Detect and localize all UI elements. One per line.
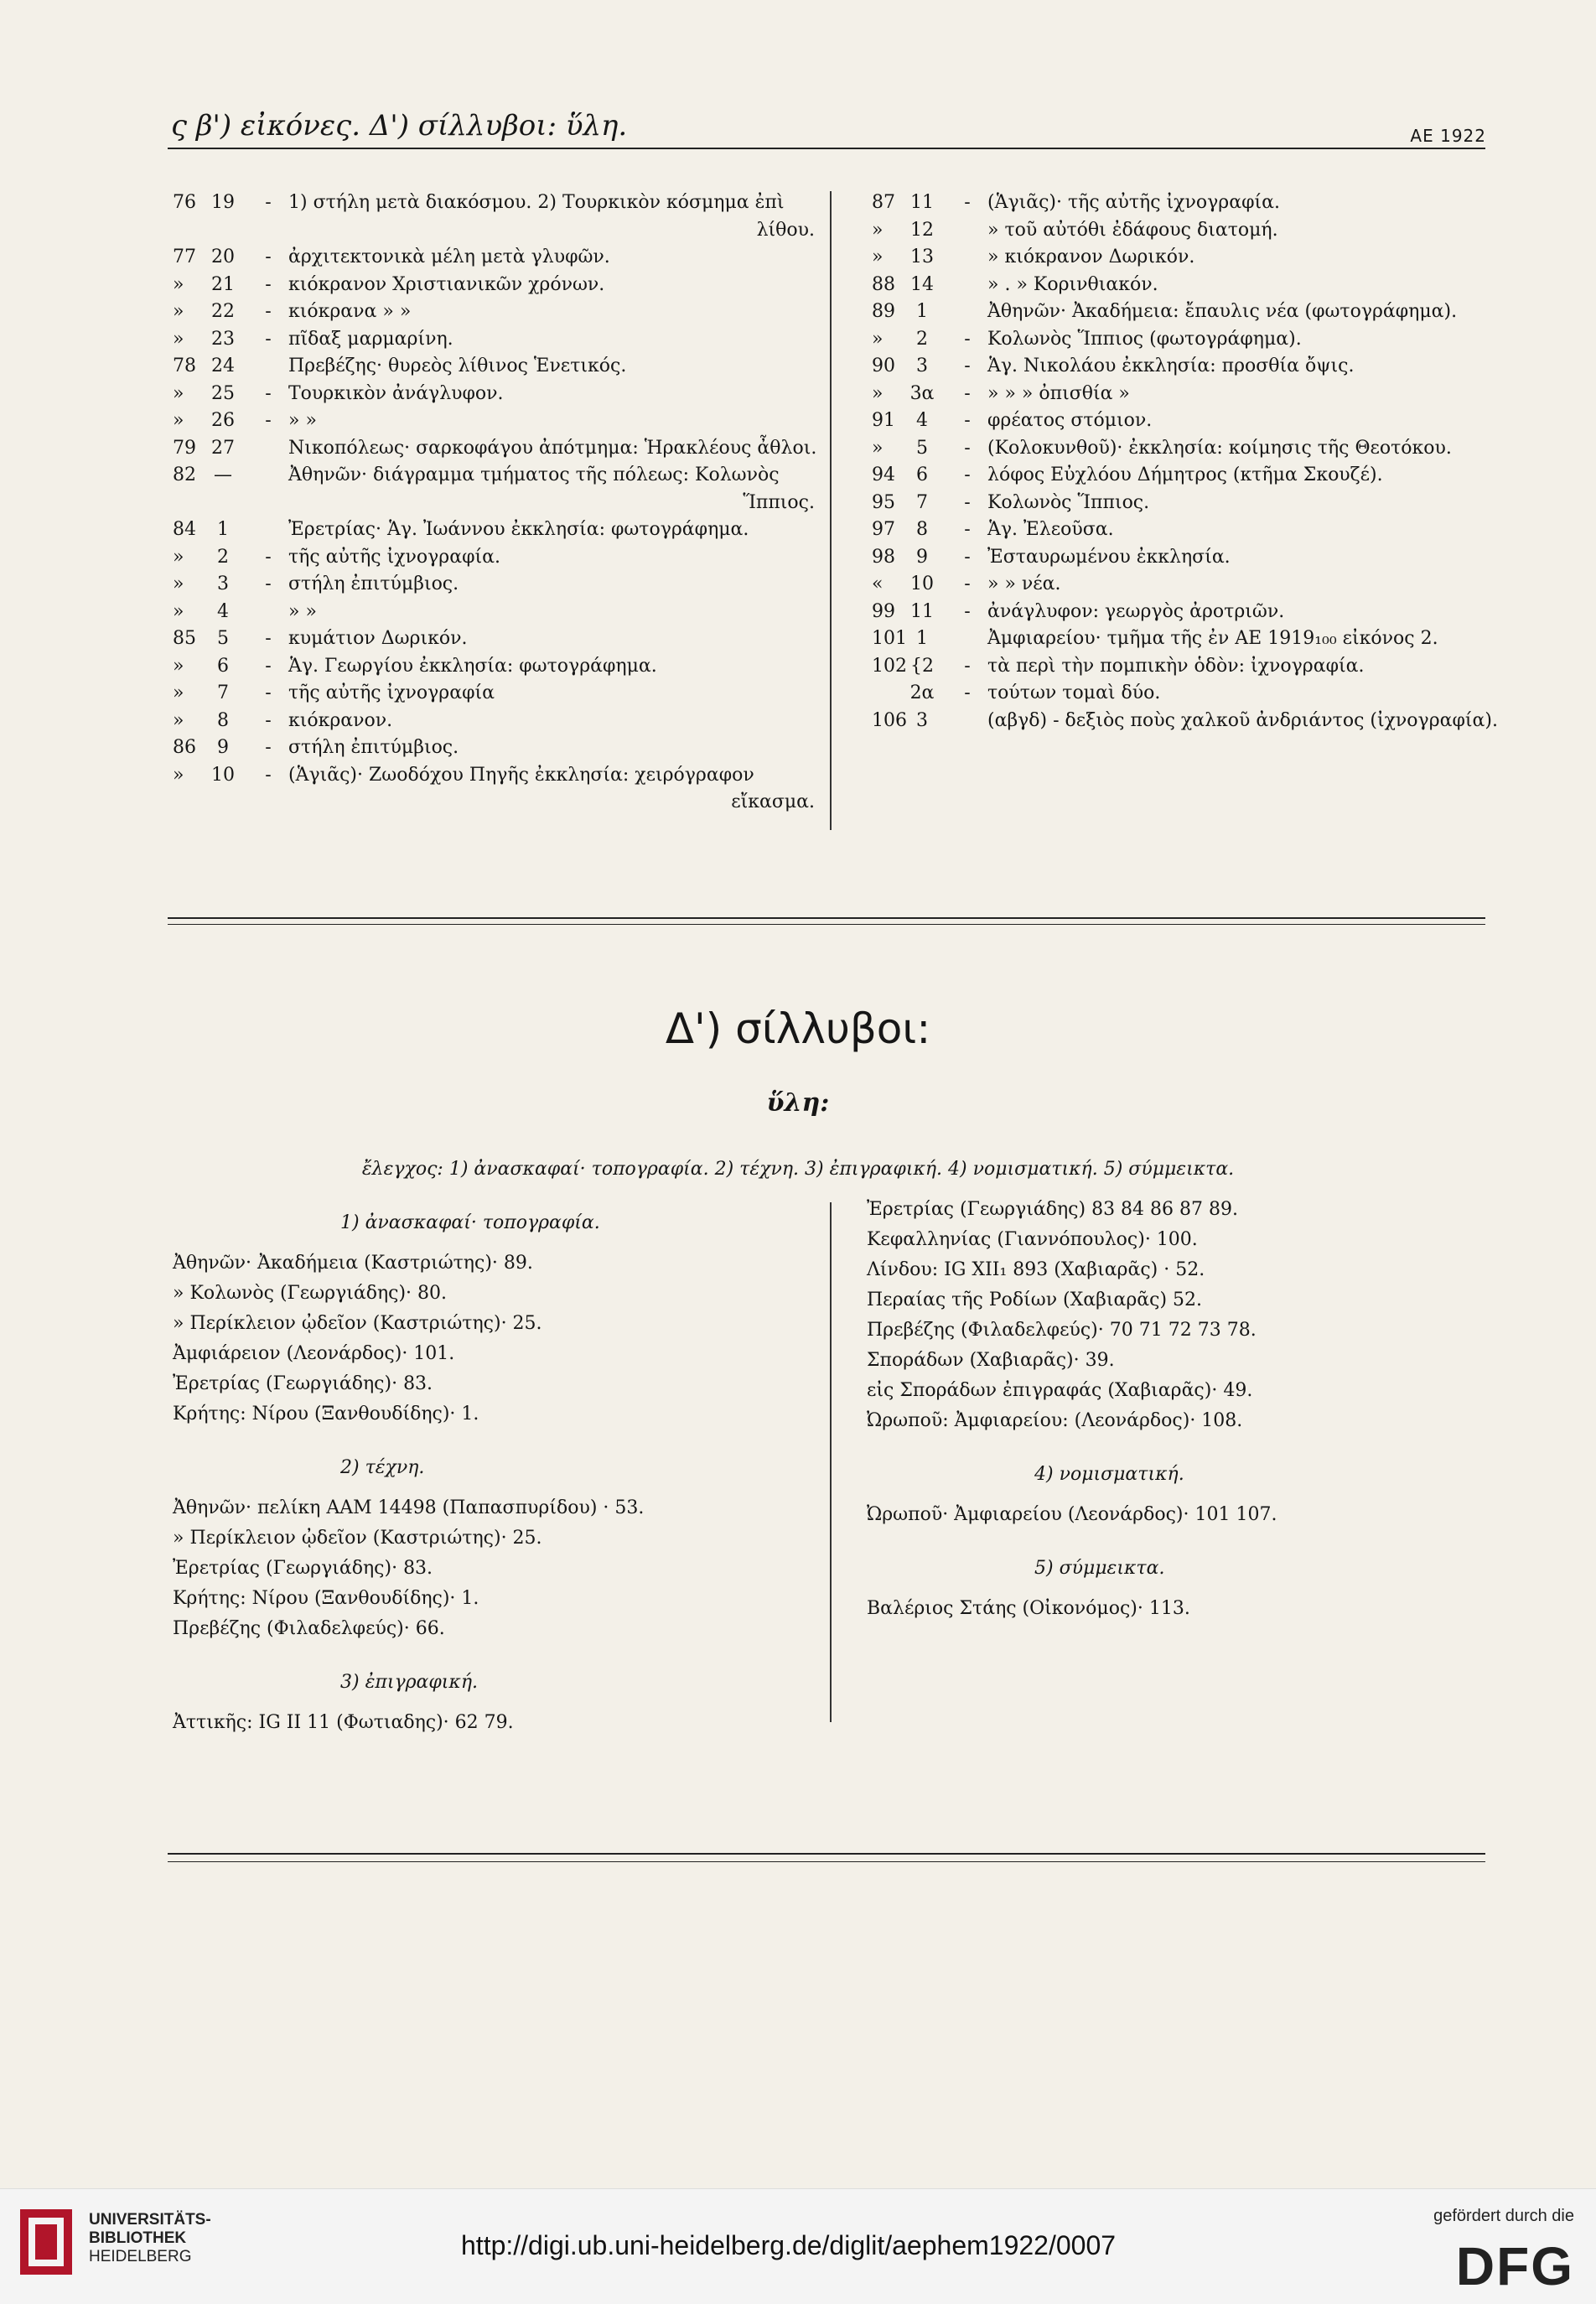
entry-dash: - <box>964 546 971 568</box>
entry-dash: - <box>265 301 272 322</box>
entry-dash: - <box>964 573 971 594</box>
index-entry <box>173 382 815 410</box>
entry-page: 95 <box>872 491 895 513</box>
index-entry <box>173 736 815 764</box>
entry-description: (Κολοκυνθοῦ)· ἐκκλησία: κοίμησις τῆς Θεοτόκου. <box>987 437 1452 459</box>
entry-page: 78 <box>173 355 196 376</box>
entry-figure-number: 1 <box>916 628 928 649</box>
entry-dash: - <box>265 573 272 594</box>
index-entry <box>173 764 815 818</box>
index-entry <box>173 300 815 328</box>
index-entry <box>872 491 1484 519</box>
column-divider-top <box>830 191 832 830</box>
entry-figure-number: 13 <box>910 246 934 267</box>
entry-description: τὰ περὶ τὴν πομπικὴν ὁδὸν: ἰχνογραφία. <box>987 655 1365 677</box>
entry-figure-number: 2 <box>217 546 229 568</box>
entry-figure-number: 1 <box>916 301 928 322</box>
index-entry <box>173 518 815 546</box>
index-entry <box>872 573 1484 600</box>
entry-page: 85 <box>173 628 196 649</box>
entry-page: 97 <box>872 519 895 540</box>
index-entry <box>173 573 815 600</box>
entry-description: τῆς αὐτῆς ἰχνογραφία <box>288 682 495 703</box>
entry-figure-number: 11 <box>910 192 934 213</box>
entry-figure-number: 25 <box>211 382 235 404</box>
index-entry <box>173 546 815 573</box>
entry-figure-number: 2 <box>916 328 928 350</box>
entry-description: Νικοπόλεως· σαρκοφάγου ἀπότμημα: Ἡρακλέους ἆθλοι. <box>288 437 817 459</box>
entry-dash: - <box>265 655 272 677</box>
source-line: Κεφαλληνίας (Γιαννόπουλος)· 100. <box>867 1229 1198 1250</box>
entry-dash: - <box>265 382 272 404</box>
entry-dash: - <box>265 737 272 758</box>
entry-page: 102 <box>872 655 907 677</box>
source-line: Ἀθηνῶν· Ἀκαδήμεια (Καστριώτης)· 89. <box>173 1253 533 1274</box>
entry-page: » <box>173 682 184 703</box>
entry-dash: - <box>964 600 971 622</box>
source-line: Ἀθηνῶν· πελίκη ΑΑΜ 14498 (Παπασπυρίδου) · 53. <box>173 1497 645 1518</box>
entry-figure-number: 23 <box>211 328 235 350</box>
entry-description: κιόκρανον. <box>288 709 393 731</box>
entry-dash: - <box>265 192 272 213</box>
entry-page: 87 <box>872 192 895 213</box>
source-line: Κρήτης: Νίρου (Ξανθουδίδης)· 1. <box>173 1404 479 1424</box>
entry-page: 84 <box>173 519 196 540</box>
index-entry <box>872 600 1484 628</box>
entry-description: (αβγδ) - δεξιὸς ποὺς χαλκοῦ ἀνδριάντος (ἰχνογραφία). <box>987 709 1498 731</box>
entry-page: « <box>872 573 884 594</box>
entry-figure-number: 8 <box>217 709 229 731</box>
entry-figure-number: 6 <box>916 464 928 485</box>
entry-description: Κολωνὸς Ἵππιος. <box>987 491 1150 513</box>
source-line: Κρήτης: Νίρου (Ξανθουδίδης)· 1. <box>173 1588 479 1609</box>
entry-description: Ἀμφιαρείου· τμῆμα τῆς ἐν ΑΕ 1919₁₀₀ εἰκόνος 2. <box>987 628 1438 649</box>
entry-dash: - <box>265 682 272 703</box>
entry-figure-number: 12 <box>910 219 934 241</box>
column-divider-bottom <box>830 1202 832 1722</box>
entry-figure-number: {2 <box>910 655 934 677</box>
entry-figure-number: 4 <box>916 410 928 431</box>
index-entry <box>872 709 1498 737</box>
entry-figure-number: 3 <box>217 573 229 594</box>
entry-dash: - <box>265 328 272 350</box>
entry-dash: - <box>265 246 272 267</box>
entry-description: Τουρκικὸν ἀνάγλυφον. <box>288 382 504 404</box>
source-line: Πρεβέζης (Φιλαδελφεύς)· 66. <box>173 1618 445 1639</box>
subsection-heading: 5) σύμμεικτα. <box>1034 1558 1165 1579</box>
entry-figure-number: 24 <box>211 355 235 376</box>
entry-figure-number: 9 <box>916 546 928 568</box>
entry-figure-number: 20 <box>211 246 235 267</box>
entry-dash: - <box>964 682 971 703</box>
entry-dash: - <box>964 437 971 459</box>
entry-dash: - <box>964 328 971 350</box>
subsection-heading: 3) ἐπιγραφική. <box>340 1672 479 1693</box>
funding-note: gefördert durch die <box>1433 2207 1574 2225</box>
entry-figure-number: — <box>214 464 232 485</box>
library-name-line3: HEIDELBERG <box>89 2248 192 2265</box>
source-line: Ὠρωποῦ: Ἀμφιαρείου: (Λεονάρδος)· 108. <box>867 1410 1243 1431</box>
entry-description: κυμάτιον Δωρικόν. <box>288 628 468 649</box>
source-line: Σποράδων (Χαβιαρᾶς)· 39. <box>867 1350 1115 1371</box>
permalink[interactable]: http://digi.ub.uni-heidelberg.de/diglit/aephem1922/0007 <box>461 2230 1117 2260</box>
entry-page: 79 <box>173 437 196 459</box>
entry-description: » κιόκρανον Δωρικόν. <box>987 246 1195 267</box>
entry-figure-number: 5 <box>217 628 229 649</box>
index-entry <box>872 655 1484 682</box>
entry-description: » » νέα. <box>987 573 1061 594</box>
index-entry <box>872 437 1484 464</box>
index-entry <box>872 627 1484 655</box>
entry-figure-number: 9 <box>217 737 229 758</box>
entry-page: » <box>173 546 184 568</box>
entry-dash: - <box>265 764 272 786</box>
entry-description: τούτων τομαὶ δύο. <box>987 682 1161 703</box>
entry-description: πῖδαξ μαρμαρίνη. <box>288 328 453 350</box>
entry-figure-number: 5 <box>916 437 928 459</box>
entry-dash: - <box>964 192 971 213</box>
entry-dash: - <box>964 355 971 376</box>
entry-description: 1) στήλη μετὰ διακόσμου. 2) Τουρκικὸν κόσμημα ἐπὶ <box>288 192 785 213</box>
section-rule-1 <box>168 917 1485 919</box>
entry-description: Ἀθηνῶν· διάγραμμα τμήματος τῆς πόλεως: Κολωνὸς <box>288 464 780 485</box>
entry-figure-number: 6 <box>217 655 229 677</box>
entry-page: » <box>173 655 184 677</box>
entry-page: 86 <box>173 737 196 758</box>
entry-page: 101 <box>872 628 907 649</box>
entry-dash: - <box>964 519 971 540</box>
entry-page: » <box>173 410 184 431</box>
entry-dash: - <box>964 382 971 404</box>
index-entry <box>173 409 815 437</box>
entry-page: » <box>872 219 884 241</box>
entry-description: Ἁγ. Γεωργίου ἐκκλησία: φωτογράφημα. <box>288 655 657 677</box>
journal-year: ΑΕ 1922 <box>1410 126 1486 146</box>
entry-figure-number: 8 <box>916 519 928 540</box>
entry-page: » <box>173 573 184 594</box>
index-entry <box>173 600 815 628</box>
entry-description: Ἐσταυρωμένου ἐκκλησία. <box>987 546 1231 568</box>
section-rule-2 <box>168 924 1485 925</box>
entry-description: (Ἁγιᾶς)· Ζωοδόχου Πηγῆς ἐκκλησία: χειρόγραφον <box>288 764 754 786</box>
source-line: Ὠρωποῦ· Ἀμφιαρείου (Λεονάρδος)· 101 107. <box>867 1504 1277 1525</box>
source-line: Λίνδου: IG XII₁ 893 (Χαβιαρᾶς) · 52. <box>867 1259 1205 1280</box>
entry-description: » τοῦ αὐτόθι ἐδάφους διατομή. <box>987 219 1278 241</box>
subsection-heading: 2) τέχνη. <box>340 1457 425 1478</box>
index-entry <box>173 709 815 737</box>
library-name <box>89 2211 211 2266</box>
entry-page: 106 <box>872 709 907 731</box>
index-entry <box>872 464 1484 491</box>
entry-description: Ἐρετρίας· Ἁγ. Ἰωάννου ἐκκλησία: φωτογράφημα. <box>288 519 749 540</box>
entry-page: » <box>872 246 884 267</box>
entry-figure-number: 10 <box>910 573 934 594</box>
entry-page: » <box>173 328 184 350</box>
source-line: Βαλέριος Στάης (Οἰκονόμος)· 113. <box>867 1598 1190 1619</box>
source-line: » Περίκλειον ᾠδεῖον (Καστριώτης)· 25. <box>173 1528 542 1549</box>
subsection-heading: 1) ἀνασκαφαί· τοπογραφία. <box>340 1212 600 1233</box>
entry-description: » . » Κορινθιακόν. <box>987 273 1158 295</box>
entry-page: 89 <box>872 301 895 322</box>
entry-figure-number: 21 <box>211 273 235 295</box>
entry-dash: - <box>265 273 272 295</box>
section-overview: ἔλεγχος: 1) ἀνασκαφαί· τοπογραφία. 2) τέχνη. 3) ἐπιγραφική. 4) νομισματική. 5) σύμμεικτα. <box>361 1159 1235 1180</box>
source-line: Ἐρετρίας (Γεωργιάδης)· 83. <box>173 1558 433 1579</box>
entry-figure-number: 26 <box>211 410 235 431</box>
index-entry <box>173 191 815 246</box>
entry-description: στήλη ἐπιτύμβιος. <box>288 573 459 594</box>
entry-description: ἀρχιτεκτονικὰ μέλη μετὰ γλυφῶν. <box>288 246 610 267</box>
entry-figure-number: 3 <box>916 355 928 376</box>
source-line: Ἀμφιάρειον (Λεονάρδος)· 101. <box>173 1343 455 1364</box>
index-entry <box>173 246 815 273</box>
entry-figure-number: 4 <box>217 600 229 622</box>
entry-description: κιόκρανον Χριστιανικῶν χρόνων. <box>288 273 605 295</box>
source-line: » Κολωνὸς (Γεωργιάδης)· 80. <box>173 1283 448 1304</box>
entry-dash: - <box>964 491 971 513</box>
index-entry <box>872 382 1484 410</box>
index-entry <box>872 246 1484 273</box>
entry-description: » » <box>288 600 317 622</box>
index-entry <box>872 273 1484 301</box>
entry-figure-number: 2α <box>909 682 935 703</box>
entry-figure-number: 27 <box>211 437 235 459</box>
entry-description: κιόκρανα » » <box>288 301 412 322</box>
source-line: Περαίας τῆς Ροδίων (Χαβιαρᾶς) 52. <box>867 1290 1203 1310</box>
header-rule <box>168 148 1485 149</box>
index-entry <box>872 546 1484 573</box>
entry-description: ἀνάγλυφον: γεωργὸς ἀροτριῶν. <box>987 600 1285 622</box>
index-entry <box>173 464 815 518</box>
source-line: εἰς Σποράδων ἐπιγραφάς (Χαβιαρᾶς)· 49. <box>867 1380 1253 1401</box>
index-entry <box>872 518 1484 546</box>
entry-page: » <box>173 709 184 731</box>
section-title: Δ') σίλλυβοι: <box>665 1004 931 1053</box>
bottom-rule-2 <box>168 1861 1485 1862</box>
source-line: Ἐρετρίας (Γεωργιάδης)· 83. <box>173 1373 433 1394</box>
entry-dash: - <box>964 464 971 485</box>
entry-page: » <box>872 437 884 459</box>
index-entry <box>872 219 1484 246</box>
entry-page: » <box>872 382 884 404</box>
entry-description: (Ἁγιᾶς)· τῆς αὐτῆς ἰχνογραφία. <box>987 192 1280 213</box>
entry-page: » <box>173 600 184 622</box>
entry-page: » <box>173 764 184 786</box>
bottom-rule-1 <box>168 1853 1485 1855</box>
running-head: ς β') εἰκόνες. Δ') σίλλυβοι: ὕλη. <box>171 109 628 143</box>
entry-page: 88 <box>872 273 895 295</box>
entry-description: Ἁγ. Ἐλεοῦσα. <box>987 519 1114 540</box>
source-line: Ἐρετρίας (Γεωργιάδης) 83 84 86 87 89. <box>867 1199 1239 1220</box>
entry-figure-number: 7 <box>217 682 229 703</box>
index-entry <box>872 328 1484 355</box>
entry-page: » <box>173 273 184 295</box>
entry-description: Κολωνὸς Ἵππιος (φωτογράφημα). <box>987 328 1302 350</box>
entry-page: 91 <box>872 410 895 431</box>
entry-dash: - <box>265 546 272 568</box>
entry-dash: - <box>265 709 272 731</box>
entry-figure-number: 14 <box>910 273 934 295</box>
entry-description: Πρεβέζης· θυρεὸς λίθινος Ἑνετικός. <box>288 355 627 376</box>
entry-figure-number: 7 <box>916 491 928 513</box>
entry-description: λόφος Εὐχλόου Δήμητρος (κτῆμα Σκουζέ). <box>987 464 1383 485</box>
subsection-heading: 4) νομισματική. <box>1034 1464 1184 1485</box>
entry-figure-number: 11 <box>910 600 934 622</box>
index-entry <box>872 300 1484 328</box>
entry-description: » » » ὀπισθία » <box>987 382 1130 404</box>
entry-figure-number: 19 <box>211 192 235 213</box>
entry-figure-number: 3 <box>916 709 928 731</box>
entry-page: 82 <box>173 464 196 485</box>
university-seal-icon <box>17 2204 75 2280</box>
index-entry <box>872 409 1484 437</box>
index-entry <box>173 328 815 355</box>
index-entry <box>173 355 815 382</box>
entry-page: » <box>173 382 184 404</box>
entry-page: 94 <box>872 464 895 485</box>
entry-description: Ἀθηνῶν· Ἀκαδήμεια: ἔπαυλις νέα (φωτογράφημα). <box>987 301 1458 322</box>
library-name-line2: BIBLIOTHEK <box>89 2229 187 2247</box>
entry-page: 90 <box>872 355 895 376</box>
entry-page: 99 <box>872 600 895 622</box>
entry-description: » » <box>288 410 317 431</box>
library-name-line1: UNIVERSITÄTS- <box>89 2211 211 2229</box>
entry-page: 76 <box>173 192 196 213</box>
entry-dash: - <box>964 655 971 677</box>
index-entry <box>173 437 815 464</box>
index-entry <box>173 627 815 655</box>
entry-figure-number: 10 <box>211 764 235 786</box>
entry-dash: - <box>964 410 971 431</box>
entry-figure-number: 1 <box>217 519 229 540</box>
entry-description: φρέατος στόμιον. <box>987 410 1153 431</box>
entry-continuation: λίθου. <box>756 219 815 241</box>
entry-continuation: Ἵππιος. <box>743 491 815 513</box>
index-entry <box>173 655 815 682</box>
dfg-logo: DFG <box>1455 2236 1574 2296</box>
entry-page: » <box>872 328 884 350</box>
entry-continuation: εἴκασμα. <box>731 791 815 812</box>
section-subtitle: ὕλη: <box>766 1088 830 1118</box>
source-line: Πρεβέζης (Φιλαδελφεύς)· 70 71 72 73 78. <box>867 1320 1257 1341</box>
entry-description: Ἁγ. Νικολάου ἐκκλησία: προσθία ὄψις. <box>987 355 1355 376</box>
entry-figure-number: 22 <box>211 301 235 322</box>
index-entry <box>872 355 1484 382</box>
source-line: Ἀττικῆς: IG II 11 (Φωτιαδης)· 62 79. <box>173 1712 514 1733</box>
index-entry <box>872 191 1484 219</box>
entry-description: στήλη ἐπιτύμβιος. <box>288 737 459 758</box>
entry-page: 98 <box>872 546 895 568</box>
entry-description: τῆς αὐτῆς ἰχνογραφία. <box>288 546 500 568</box>
entry-figure-number: 3α <box>909 382 935 404</box>
index-entry <box>173 682 815 709</box>
entry-page: 77 <box>173 246 196 267</box>
entry-dash: - <box>265 410 272 431</box>
index-entry <box>872 682 1484 709</box>
source-line: » Περίκλειον ᾠδεῖον (Καστριώτης)· 25. <box>173 1313 542 1334</box>
index-entry <box>173 273 815 301</box>
entry-dash: - <box>265 628 272 649</box>
entry-page: » <box>173 301 184 322</box>
